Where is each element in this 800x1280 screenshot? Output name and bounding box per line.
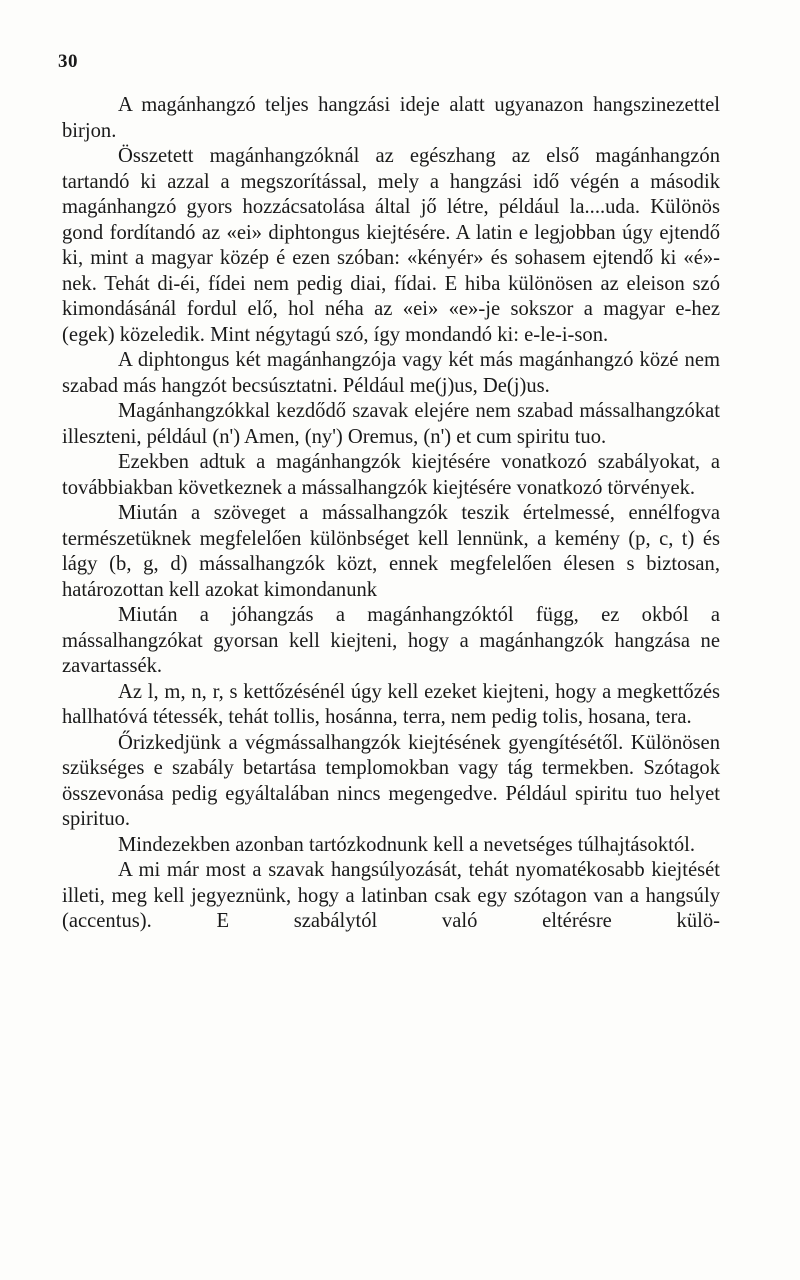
paragraph: A magánhangzó teljes hangzási ideje alatt ugyanazon hangszinezettel birjon.: [62, 94, 720, 142]
paragraph: Magánhangzókkal kezdődő szavak elejére nem szabad mássalhangzókat illeszteni, például (n') Amen, (ny') Oremus, (n') et cum spiritu tuo.: [62, 400, 720, 448]
paragraph: Az l, m, n, r, s kettőzésénél úgy kell ezeket kiejteni, hogy a megkettőzés hallhatóvá tétessék, tehát tollis, hosánna, terra, nem pedig tolis, hosana, tera.: [62, 680, 720, 728]
paragraph: Összetett magánhangzóknál az egészhang az első magánhangzón tartandó ki azzal a megszorítással, mely a hangzási idő végén a második magánhangzó gyors hozzácsatolása által jő létre, például la....uda. Különös gond fordítandó az «ei» diphtongus kiejtésére. A latin e legjobban úgy ejtendő ki, mint a magyar közép é ezen szóban: «kényér» és sohasem ejtendő ki «é»-nek. Tehát di-éi, fídei nem pedig diai, fídai. E hiba különösen az eleison szó kimondásánál fordul elő, hol néha az «ei» «e»-je sokszor a magyar e-hez (egek) közeledik. Mint négytagú szó, így mondandó ki: e-le-i-son.: [62, 145, 720, 346]
paragraph: Mindezekben azonban tartózkodnunk kell a nevetséges túlhajtásoktól.: [118, 833, 696, 856]
paragraph: Őrizkedjünk a végmássalhangzók kiejtésének gyengítésétől. Különösen szükséges e szabály betartása templomokban vagy tág termekben. Szótagok összevonása pedig egyáltalában nincs megengedve. Például spiritu tuo helyet spirituo.: [62, 731, 720, 830]
paragraph: Miután a jóhangzás a magánhangzóktól függ, ez okból a mássalhangzókat gyorsan kell kiejteni, hogy a magánhangzók hangzása ne zavartassék.: [62, 604, 720, 677]
paragraph: Miután a szöveget a mássalhangzók teszik értelmessé, ennélfogva természetüknek megfelelően különbséget kell lennünk, a kemény (p, c, t) és lágy (b, g, d) mássalhangzók közt, ennek megfelelően élesen s biztosan, határozottan kell azokat kimondanunk: [62, 502, 720, 601]
page-number: 30: [58, 51, 78, 72]
paragraph: A mi már most a szavak hangsúlyozását, tehát nyomatékosabb kiejtését illeti, meg kell jegyeznünk, hogy a latinban csak egy szótagon van a hangsúly (accentus). E szabálytól való eltérésre külö-: [62, 859, 720, 932]
paragraph: A diphtongus két magánhangzója vagy két más magánhangzó közé nem szabad más hangzót becsúsztatni. Például me(j)us, De(j)us.: [62, 349, 720, 397]
paragraph: Ezekben adtuk a magánhangzók kiejtésére vonatkozó szabályokat, a továbbiakban következnek a mássalhangzók kiejtésére vonatkozó törvények.: [62, 451, 720, 499]
body-text: [62, 93, 720, 935]
